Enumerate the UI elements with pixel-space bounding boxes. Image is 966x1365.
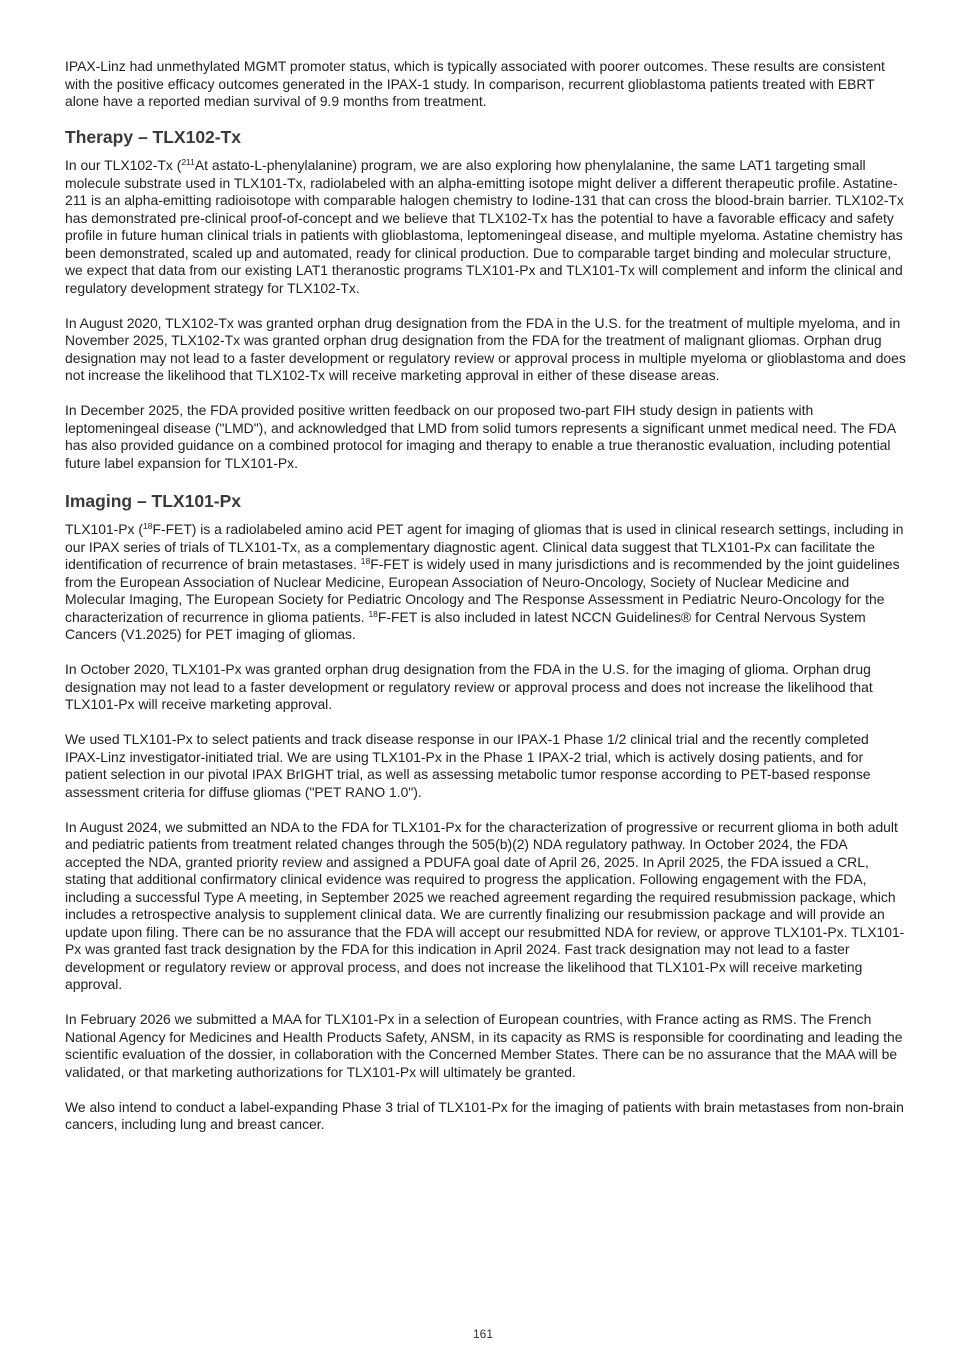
superscript: 18 — [360, 556, 371, 566]
therapy-paragraph-1 — [65, 157, 907, 297]
text-run: F-FET is also included in latest NCCN Guidelines® for Central Nervous System Cancers (V1.2025) for PET imaging of gliomas. — [65, 608, 866, 642]
text-run: F-FET) is a radiolabeled amino acid PET agent for imaging of gliomas that is used in clinical research settings, including in our IPAX series of trials of TLX101-Tx, as a complementary diagnostic agent. Clinical data suggest that TLX101-Px can facilitate the identification of recurrence of brain metastases. — [65, 521, 904, 572]
imaging-paragraph-5: In February 2026 we submitted a MAA for TLX101-Px in a selection of European countries, with France acting as RMS. The French National Agency for Medicines and Health Products Safety, ANSM, in its capacity as RMS is responsible for coordinating and leading the scientific evaluation of the dossier, in collaboration with the Concerned Member States. There can be no assurance that the MAA will be validated, or that marketing authorizations for TLX101-Px will ultimately be granted. — [65, 1011, 903, 1080]
superscript: 18 — [368, 608, 378, 619]
therapy-paragraph-2: In August 2020, TLX102-Tx was granted orphan drug designation from the FDA in the U.S. for the treatment of multiple myeloma, and in November 2025, TLX102-Tx was granted orphan drug designation from the FDA for the treatment of malignant gliomas. Orphan drug designation may not lead to a faster development or regulatory review or approval process in multiple myeloma or glioblastoma and does not increase the likelihood that TLX102-Tx will receive marketing approval in either of these disease areas. — [65, 314, 906, 383]
page-number: 161 — [472, 1327, 494, 1341]
therapy-paragraph-3: In December 2025, the FDA provided positive written feedback on our proposed two-part FIH study design in patients with leptomeningeal disease ("LMD"), and acknowledged that LMD from solid tumors represents a significant unmet medical need. The FDA has also provided guidance on a combined protocol for imaging and therapy to enable a true theranostic evaluation, including potential future label expansion for TLX101-Px. — [65, 402, 896, 471]
section-heading-therapy: Therapy – TLX102-Tx — [65, 127, 242, 147]
superscript: 18 — [142, 521, 153, 531]
intro-paragraph: IPAX-Linz had unmethylated MGMT promoter status, which is typically associated with poorer outcomes. These results are consistent with the positive efficacy outcomes generated in the IPAX-1 study. In comparison, recurrent glioblastoma patients treated with EBRT alone have a reported median survival of 9.9 months from treatment. — [65, 58, 885, 109]
text-run: TLX101-Px ( — [65, 521, 143, 537]
imaging-paragraph-3: We used TLX101-Px to select patients and track disease response in our IPAX-1 Phase 1/2 clinical trial and the recently completed IPAX-Linz investigator-initiated trial. We are using TLX101-Px in the Phase 1 IPAX-2 trial, which is actively dosing patients, and for patient selection in our pivotal IPAX BrIGHT trial, as well as assessing metabolic tumor response according to PET-based response assessment criteria for diffuse gliomas ("PET RANO 1.0"). — [65, 731, 871, 800]
imaging-paragraph-6: We also intend to conduct a label-expanding Phase 3 trial of TLX101-Px for the imaging of patients with brain metastases from non-brain cancers, including lung and breast cancer. — [65, 1098, 904, 1132]
text-run: F-FET is widely used in many jurisdictions and is recommended by the joint guidelines from the European Association of Nuclear Medicine, European Association of Neuro-Oncology, Society of Nuclear Medicine and Molecular Imaging, The European Society for Pediatric Oncology and The Response Assessment in Pediatric Neuro-Oncology for the characterization of recurrence in glioma patients. — [65, 556, 900, 625]
imaging-paragraph-4: In August 2024, we submitted an NDA to the FDA for TLX101-Px for the characterization of progressive or recurrent glioma in both adult and pediatric patients from treatment related changes through the 505(b)(2) NDA regulatory pathway. In October 2024, the FDA accepted the NDA, granted priority review and assigned a PDUFA goal date of April 26, 2025. In April 2025, the FDA issued a CRL, stating that additional confirmatory clinical evidence was required to progress the application. Following engagement with the FDA, including a successful Type A meeting, in September 2025 we reached agreement regarding the required resubmission package, which includes a retrospective analysis to supplement clinical data. We are currently finalizing our resubmission package and will provide an update upon filing. There can be no assurance that the FDA will accept our resubmitted NDA for review, or approve TLX101-Px. TLX101-Px was granted fast track designation by the FDA for this indication in April 2024. Fast track designation may not lead to a faster development or regulatory review or approval process, and does not increase the likelihood that TLX101-Px will receive marketing approval. — [65, 818, 905, 992]
section-heading-imaging: Imaging – TLX101-Px — [65, 491, 242, 511]
text-run: At astato-L-phenylalanine) program, we are also exploring how phenylalanine, the same LAT1 targeting small molecule substrate used in TLX101-Tx, radiolabeled with an alpha-emitting isotope might deliver a different therapeutic profile. Astatine-211 is an alpha-emitting radioisotope with comparable halogen chemistry to Iodine-131 that can cross the blood-brain barrier. TLX102-Tx has demonstrated pre-clinical proof-of-concept and we believe that TLX102-Tx has the potential to have a favorable efficacy and safety profile in future human clinical trials in patients with glioblastoma, leptomeningeal disease, and multiple myeloma. Astatine chemistry has been demonstrated, scaled up and automated, ready for clinical production. Due to comparable target binding and molecular structure, we expect that data from our existing LAT1 theranostic programs TLX101-Px and TLX101-Tx will complement and inform the clinical and regulatory development strategy for TLX102-Tx. — [65, 157, 904, 296]
imaging-paragraph-1 — [65, 521, 907, 644]
document-page — [65, 58, 907, 1151]
imaging-paragraph-2: In October 2020, TLX101-Px was granted orphan drug designation from the FDA in the U.S. for the imaging of glioma. Orphan drug designation may not lead to a faster development or regulatory review or approval process and does not increase the likelihood that TLX101-Px will receive marketing approval. — [65, 661, 873, 712]
text-run: In our TLX102-Tx ( — [65, 157, 182, 173]
superscript: 211 — [181, 157, 195, 167]
